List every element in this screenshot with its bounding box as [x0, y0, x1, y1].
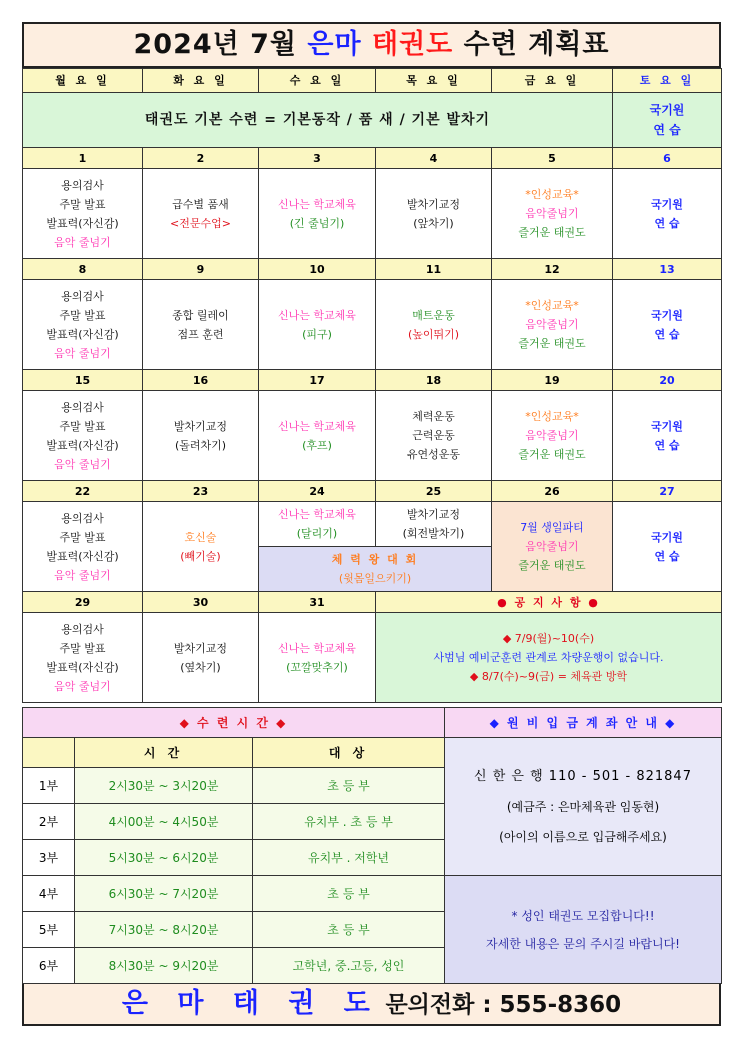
account-bank: 신 한 은 행 110 - 501 - 821847 — [474, 768, 692, 784]
activity: 점프 훈련 — [177, 327, 224, 341]
activity: 발차기교정 — [173, 641, 228, 655]
account-note: (아이의 이름으로 입금해주세요) — [499, 829, 667, 844]
day-wednesday: 수 요 일 — [259, 69, 376, 93]
plan-sheet — [22, 22, 721, 1026]
activity: 체력운동 — [412, 410, 455, 423]
part-label: 5부 — [23, 912, 75, 948]
activity: 주말 발표 — [59, 641, 106, 655]
date: 12 — [492, 259, 613, 280]
info-table — [22, 707, 722, 984]
activity: (피구) — [302, 327, 332, 341]
activity: 즐거운 태권도 — [518, 448, 586, 461]
activity: 주말 발표 — [59, 419, 106, 433]
activity: 음악 줄넘기 — [54, 235, 111, 249]
activity: 신나는 학교체육 — [278, 197, 356, 211]
title-plan: 수련 계획표 — [463, 29, 610, 60]
activity: 음악 줄넘기 — [54, 679, 111, 693]
tuesday-cell — [143, 280, 259, 370]
notice-header: ● 공 지 사 항 ● — [376, 592, 722, 613]
schedule-header: ◆ 수 련 시 간 ◆ — [23, 708, 445, 738]
saturday-cell — [613, 391, 722, 481]
wednesday-cell — [259, 169, 376, 259]
title-gym: 은마 — [307, 29, 362, 60]
account-holder: (예금주 : 은마체육관 임동현) — [506, 799, 660, 814]
activity: 발차기교정 — [406, 197, 461, 211]
target-group: 고학년, 중.고등, 성인 — [253, 948, 445, 984]
part-label: 6부 — [23, 948, 75, 984]
date: 6 — [613, 148, 722, 169]
activity: 발표력(자신감) — [46, 438, 119, 452]
week-5-activities — [23, 613, 722, 703]
date: 23 — [143, 481, 259, 502]
day-saturday: 토 요 일 — [613, 69, 722, 93]
thursday-cell — [376, 391, 492, 481]
date: 3 — [259, 148, 376, 169]
account-info — [445, 738, 722, 876]
activity: 발표력(자신감) — [46, 216, 119, 230]
calendar-table — [22, 68, 722, 703]
activity: (회전발차기) — [402, 527, 465, 540]
notice-line-1: ◆ 7/9(월)~10(수) — [502, 632, 595, 645]
week-1-dates — [23, 148, 722, 169]
date: 13 — [613, 259, 722, 280]
activity: 주말 발표 — [59, 530, 106, 544]
activity: 음악 줄넘기 — [54, 346, 111, 360]
week-1-activities — [23, 169, 722, 259]
date: 5 — [492, 148, 613, 169]
recruit-line-2: 자세한 내용은 문의 주시길 바랍니다! — [486, 936, 680, 951]
activity: *인성교육* — [525, 410, 579, 423]
time-range: 8시30분 ~ 9시20분 — [75, 948, 253, 984]
date: 26 — [492, 481, 613, 502]
monday-cell — [23, 391, 143, 481]
monday-cell — [23, 502, 143, 592]
page-title — [22, 22, 721, 68]
col-target-header: 대 상 — [253, 738, 445, 768]
event-title: 체 력 왕 대 회 — [331, 553, 419, 566]
activity: 신나는 학교체육 — [278, 419, 356, 433]
tuesday-cell — [143, 169, 259, 259]
activity: 연 습 — [654, 438, 680, 452]
saturday-cell — [613, 502, 722, 592]
activity: 7월 생일파티 — [520, 521, 584, 534]
tuesday-cell — [143, 502, 259, 592]
date: 18 — [376, 370, 492, 391]
date: 2 — [143, 148, 259, 169]
date: 4 — [376, 148, 492, 169]
activity: 즐거운 태권도 — [518, 226, 586, 239]
tuesday-cell — [143, 613, 259, 703]
weekday-header — [23, 69, 722, 93]
activity: (후프) — [302, 438, 332, 452]
week-3-dates — [23, 370, 722, 391]
target-group: 유치부 . 초 등 부 — [253, 804, 445, 840]
friday-cell — [492, 280, 613, 370]
banner-sat-line2: 연 습 — [653, 123, 681, 137]
day-thursday: 목 요 일 — [376, 69, 492, 93]
footer-phone: 문의전화 : 555-8360 — [385, 992, 622, 1018]
activity: (빼기술) — [180, 549, 221, 563]
activity: 신나는 학교체육 — [278, 641, 356, 655]
saturday-cell — [613, 280, 722, 370]
recruit-notice — [445, 876, 722, 984]
fitness-competition-cell — [259, 547, 492, 592]
day-friday: 금 요 일 — [492, 69, 613, 93]
date: 1 — [23, 148, 143, 169]
activity: 음악 줄넘기 — [54, 568, 111, 582]
date: 15 — [23, 370, 143, 391]
week-2-activities — [23, 280, 722, 370]
friday-cell — [492, 502, 613, 592]
date: 19 — [492, 370, 613, 391]
monday-cell — [23, 280, 143, 370]
target-group: 초 등 부 — [253, 876, 445, 912]
week-5-dates — [23, 592, 722, 613]
week-4-dates — [23, 481, 722, 502]
activity: 음악줄넘기 — [525, 207, 579, 220]
notice-line-3: ◆ 8/7(수)~9(금) = 체육관 방학 — [469, 670, 628, 683]
wednesday-cell — [259, 280, 376, 370]
activity: 발차기교정 — [173, 419, 228, 433]
part-label: 2부 — [23, 804, 75, 840]
time-range: 2시30분 ~ 3시20분 — [75, 768, 253, 804]
activity: 발표력(자신감) — [46, 549, 119, 563]
date: 30 — [143, 592, 259, 613]
notice-line-2: 사범님 예비군훈련 관계로 차량운행이 없습니다. — [433, 651, 664, 664]
part-label: 3부 — [23, 840, 75, 876]
activity: 연 습 — [654, 327, 680, 341]
activity: 용의검사 — [61, 400, 104, 414]
activity: 신나는 학교체육 — [278, 308, 356, 322]
activity: (꼬깔맞추기) — [286, 660, 348, 674]
date: 25 — [376, 481, 492, 502]
date: 29 — [23, 592, 143, 613]
date: 20 — [613, 370, 722, 391]
title-sport: 태권도 — [372, 29, 454, 60]
friday-cell — [492, 169, 613, 259]
activity: 국기원 — [651, 419, 683, 433]
day-monday: 월 요 일 — [23, 69, 143, 93]
recruit-line-1: * 성인 태권도 모집합니다!! — [511, 908, 655, 923]
date: 11 — [376, 259, 492, 280]
col-time-header: 시 간 — [75, 738, 253, 768]
monday-cell — [23, 169, 143, 259]
part-label: 1부 — [23, 768, 75, 804]
activity: *인성교육* — [525, 299, 579, 312]
activity: 국기원 — [651, 197, 683, 211]
date: 9 — [143, 259, 259, 280]
banner-sat-line1: 국기원 — [649, 103, 685, 117]
activity: 발차기교정 — [406, 508, 461, 521]
date: 22 — [23, 481, 143, 502]
activity: 종합 릴레이 — [172, 308, 229, 322]
activity: 신나는 학교체육 — [278, 508, 356, 521]
thursday-cell — [376, 502, 492, 547]
activity: 연 습 — [654, 549, 680, 563]
activity: 근력운동 — [412, 429, 455, 442]
date: 10 — [259, 259, 376, 280]
activity: 즐거운 태권도 — [518, 337, 586, 350]
thursday-cell — [376, 169, 492, 259]
activity: 음악줄넘기 — [525, 318, 579, 331]
wednesday-cell — [259, 391, 376, 481]
thursday-cell — [376, 280, 492, 370]
activity: 매트운동 — [412, 308, 455, 322]
target-group: 초 등 부 — [253, 768, 445, 804]
activity: 용의검사 — [61, 289, 104, 303]
activity: 연 습 — [654, 216, 680, 230]
activity: 주말 발표 — [59, 308, 106, 322]
schedule-row — [23, 876, 722, 912]
date: 16 — [143, 370, 259, 391]
activity: 국기원 — [651, 530, 683, 544]
activity: (높이뛰기) — [407, 327, 460, 341]
activity: 즐거운 태권도 — [518, 559, 586, 572]
date: 24 — [259, 481, 376, 502]
activity: 용의검사 — [61, 511, 104, 525]
week-2-dates — [23, 259, 722, 280]
activity: (앞차기) — [413, 216, 454, 230]
saturday-cell — [613, 169, 722, 259]
time-range: 4시00분 ~ 4시50분 — [75, 804, 253, 840]
target-group: 유치부 . 저학년 — [253, 840, 445, 876]
activity: 주말 발표 — [59, 197, 106, 211]
schedule-corner — [23, 738, 75, 768]
activity: 국기원 — [651, 308, 683, 322]
wednesday-cell — [259, 613, 376, 703]
activity: 발표력(자신감) — [46, 660, 119, 674]
title-year-month: 2024년 7월 — [133, 29, 298, 60]
week-4-activities-top — [23, 502, 722, 547]
activity: 발표력(자신감) — [46, 327, 119, 341]
activity: <전문수업> — [170, 216, 231, 230]
time-range: 7시30분 ~ 8시20분 — [75, 912, 253, 948]
activity: 호신술 — [184, 530, 217, 544]
activity: (돌려차기) — [174, 438, 227, 452]
activity: 유연성운동 — [406, 448, 461, 461]
date: 17 — [259, 370, 376, 391]
activity: 용의검사 — [61, 622, 104, 636]
time-range: 5시30분 ~ 6시20분 — [75, 840, 253, 876]
time-range: 6시30분 ~ 7시20분 — [75, 876, 253, 912]
footer-banner — [22, 984, 721, 1026]
date: 8 — [23, 259, 143, 280]
basic-training-banner — [23, 93, 722, 148]
footer-gym-name — [122, 988, 380, 1019]
part-label: 4부 — [23, 876, 75, 912]
monday-cell — [23, 613, 143, 703]
activity: (옆차기) — [180, 660, 221, 674]
activity: (긴 줄넘기) — [289, 216, 345, 230]
wednesday-cell — [259, 502, 376, 547]
activity: 용의검사 — [61, 178, 104, 192]
activity: 음악줄넘기 — [525, 429, 579, 442]
date: 27 — [613, 481, 722, 502]
activity: (달리기) — [296, 527, 338, 540]
friday-cell — [492, 391, 613, 481]
activity: *인성교육* — [525, 188, 579, 201]
date: 31 — [259, 592, 376, 613]
activity: 음악줄넘기 — [525, 540, 579, 553]
activity: 음악 줄넘기 — [54, 457, 111, 471]
event-detail: (윗몸일으키기) — [338, 572, 412, 585]
footer-gym-name-text: 은 마 태 권 도 — [121, 988, 380, 1019]
banner-saturday — [613, 93, 722, 148]
notice-body — [376, 613, 722, 703]
account-header: ◆ 원 비 입 금 계 좌 안 내 ◆ — [445, 708, 722, 738]
banner-main: 태권도 기본 수련 = 기본동작 / 품 새 / 기본 발차기 — [23, 93, 613, 148]
day-tuesday: 화 요 일 — [143, 69, 259, 93]
week-3-activities — [23, 391, 722, 481]
tuesday-cell — [143, 391, 259, 481]
activity: 급수별 품새 — [172, 197, 229, 211]
target-group: 초 등 부 — [253, 912, 445, 948]
